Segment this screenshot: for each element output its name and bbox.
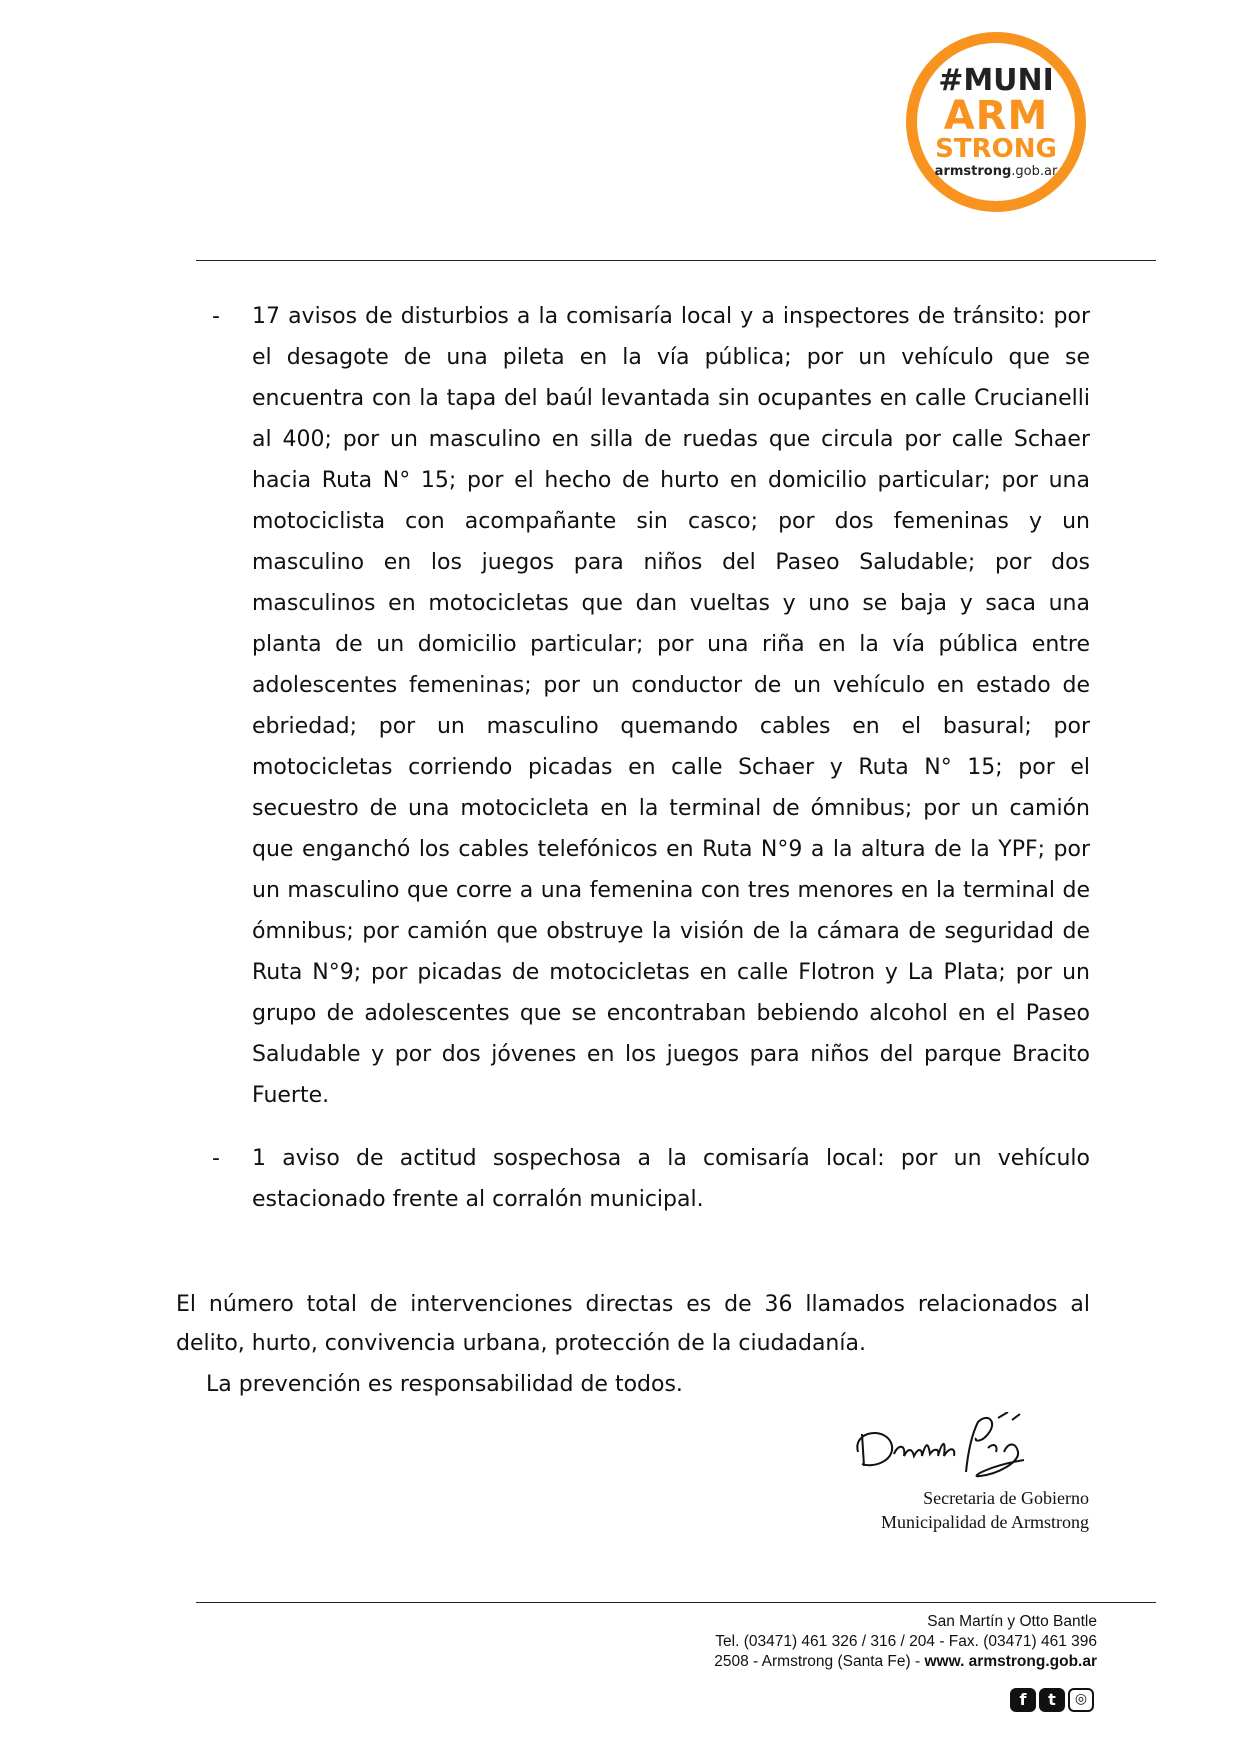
- list-bullet: -: [212, 1146, 220, 1171]
- list-item: [210, 1138, 1090, 1220]
- footer-city-line: [714, 1652, 1097, 1672]
- logo-site-bold: armstrong: [934, 164, 1012, 179]
- instagram-icon[interactable]: ◎: [1068, 1688, 1094, 1712]
- footer-contact: [714, 1612, 1097, 1672]
- list-item-text: 1 aviso de actitud sospechosa a la comisaría local: por un vehículo estacionado frente al corralón municipal.: [252, 1146, 1090, 1212]
- footer-divider: [196, 1602, 1156, 1603]
- social-icons: [1010, 1688, 1094, 1712]
- header-divider: [196, 260, 1156, 261]
- signatory-organization: Municipalidad de Armstrong: [881, 1512, 1089, 1532]
- signatory-title: Secretaria de Gobierno: [923, 1488, 1089, 1508]
- report-list: [210, 296, 1090, 1242]
- handwritten-signature: [848, 1412, 1068, 1482]
- list-item-text: 17 avisos de disturbios a la comisaría local y a inspectores de tránsito: por el desagote de una pileta en la vía pública; por un vehículo que se encuentra con la tapa del baúl levantada sin ocupantes en calle Crucianelli al 400; por un masculino en silla de ruedas que circula por calle Schaer hacia Ruta N° 15; por el hecho de hurto en domicilio particular; por una motociclista con acompañante sin casco; por dos femeninas y un masculino en los juegos para niños del Paseo Saludable; por dos masculinos en motocicletas que dan vueltas y uno se baja y saca una planta de un domicilio particular; por una riña en la vía pública entre adolescentes femeninas; por un conductor de un vehículo en estado de ebriedad; por un masculino quemando cables en el basural; por motocicletas corriendo picadas en calle Schaer y Ruta N° 15; por el secuestro de una motocicleta en la terminal de ómnibus; por un camión que enganchó los cables telefónicos en Ruta N°9 a la altura de la YPF; por un masculino que corre a una femenina con tres menores en la terminal de ómnibus; por camión que obstruye la visión de la cámara de seguridad de Ruta N°9; por picadas de motocicletas en calle Flotron y La Plata; por un grupo de adolescentes que se encontraban bebiendo alcohol en el Paseo Saludable y por dos jóvenes en los juegos para niños del parque Bracito Fuerte.: [252, 304, 1090, 1108]
- logo-website: [935, 165, 1058, 178]
- list-item: [210, 296, 1090, 1116]
- logo-site-rest: .gob.ar: [1011, 164, 1058, 179]
- logo-line-muni: #MUNI: [938, 63, 1054, 98]
- summary-paragraph: El número total de intervenciones directas es de 36 llamados relacionados al delito, hurto, convivencia urbana, protección de la ciudadanía.: [176, 1292, 1090, 1356]
- footer-website[interactable]: www. armstrong.gob.ar: [924, 1653, 1097, 1670]
- logo-line-arm: ARM: [943, 93, 1049, 139]
- list-bullet: -: [212, 304, 220, 329]
- municipal-logo: [906, 32, 1086, 212]
- twitter-icon[interactable]: t: [1039, 1688, 1065, 1712]
- prevention-motto: La prevención es responsabilidad de todos.: [206, 1372, 683, 1397]
- footer-phones: Tel. (03471) 461 326 / 316 / 204 - Fax. (03471) 461 396: [715, 1633, 1097, 1650]
- logo-line-strong: STRONG: [935, 134, 1057, 164]
- footer-city: 2508 - Armstrong (Santa Fe) -: [714, 1653, 925, 1670]
- footer-address: San Martín y Otto Bantle: [927, 1613, 1097, 1630]
- facebook-icon[interactable]: f: [1010, 1688, 1036, 1712]
